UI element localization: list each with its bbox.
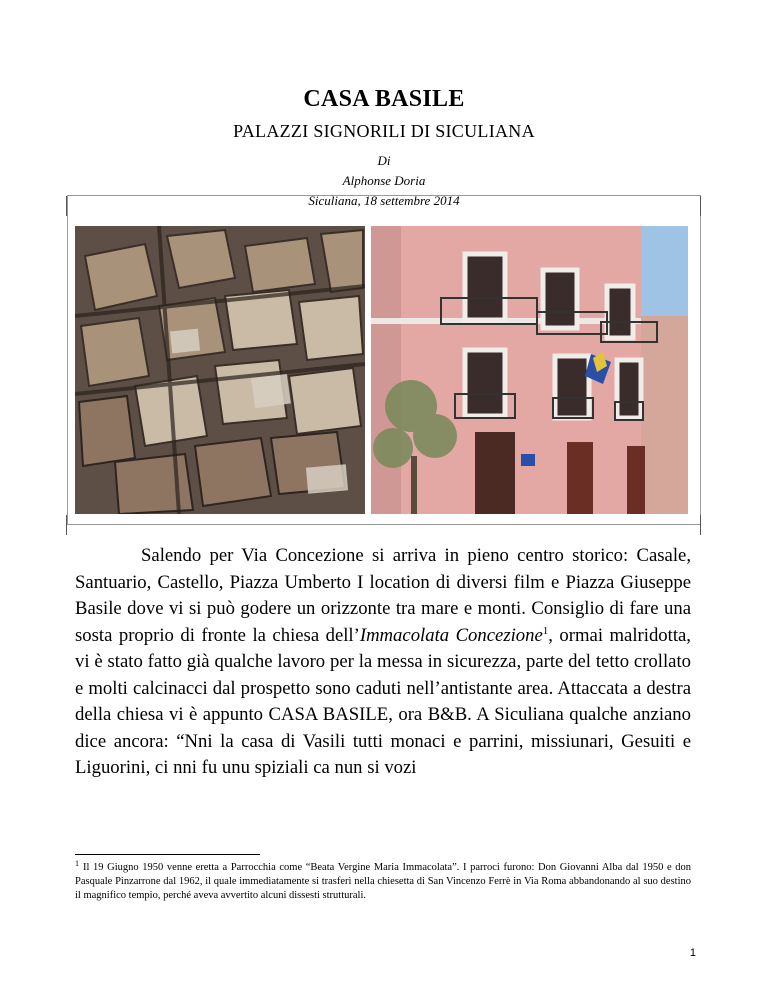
body-text-rest: , ormai malridotta, vi è stato fatto già qualche lavoro per la messa in sicurezza, parte del tetto crollato e molti calcinacci dal prospetto sono caduti nell’antistante area. Attaccata a destra della chiesa vi è appunto CASA BASILE, ora B&B. A Siculiana qualche anziano dice ancora: “Nni la casa di Vasili tutti monaci e parrini, missiunari, Gesuiti e Liguorini, ci nni fu unu spiziali ca nun si vozi bbox=[75, 624, 691, 778]
aerial-photo bbox=[75, 226, 365, 514]
by-label: Di bbox=[377, 153, 391, 168]
footnote-text: Il 19 Giugno 1950 venne eretta a Parrocchia come “Beata Vergine Maria Immacolata”. I parroci furono: Don Giovanni Alba dal 1950 e don Pasquale Pinzarrone dal 1962, il quale immediatamente si trasferì nella chiesetta di San Vincenzo Ferrè in Via Roma abbandonando al suo destino il magnifico tempio, perché aveva avvertito alcuni dissesti strutturali. bbox=[75, 862, 691, 901]
body-text-start: Salendo per Via Concezione si arriva in pieno centro storico: Casale, Santuario, Castello, Piazza Umberto I location di diversi film e Piazza Giuseppe Basile dove vi si può godere un orizzonte tra mare e monti. Consiglio di fare una sosta proprio di fronte la chiesa dell’ bbox=[75, 545, 691, 646]
author-name: Alphonse Doria bbox=[342, 173, 426, 188]
church-name: Immacolata Concezione bbox=[359, 624, 543, 646]
place-date: Siculiana, 18 settembre 2014 bbox=[308, 193, 460, 208]
frame-corner-mark bbox=[700, 515, 701, 535]
document-title: CASA BASILE bbox=[303, 86, 465, 112]
document-subtitle: PALAZZI SIGNORILI DI SICULIANA bbox=[233, 121, 535, 141]
footnote-separator bbox=[75, 854, 260, 855]
frame-corner-mark bbox=[66, 515, 67, 535]
frame-corner-mark bbox=[66, 196, 67, 216]
footnote-reference: 1 bbox=[542, 624, 549, 637]
page-number: 1 bbox=[689, 947, 696, 959]
body-paragraph bbox=[75, 543, 691, 782]
footnote-marker: 1 bbox=[75, 858, 79, 868]
footnote bbox=[75, 858, 691, 903]
frame-corner-mark bbox=[700, 196, 701, 216]
building-facade-photo bbox=[371, 226, 688, 514]
